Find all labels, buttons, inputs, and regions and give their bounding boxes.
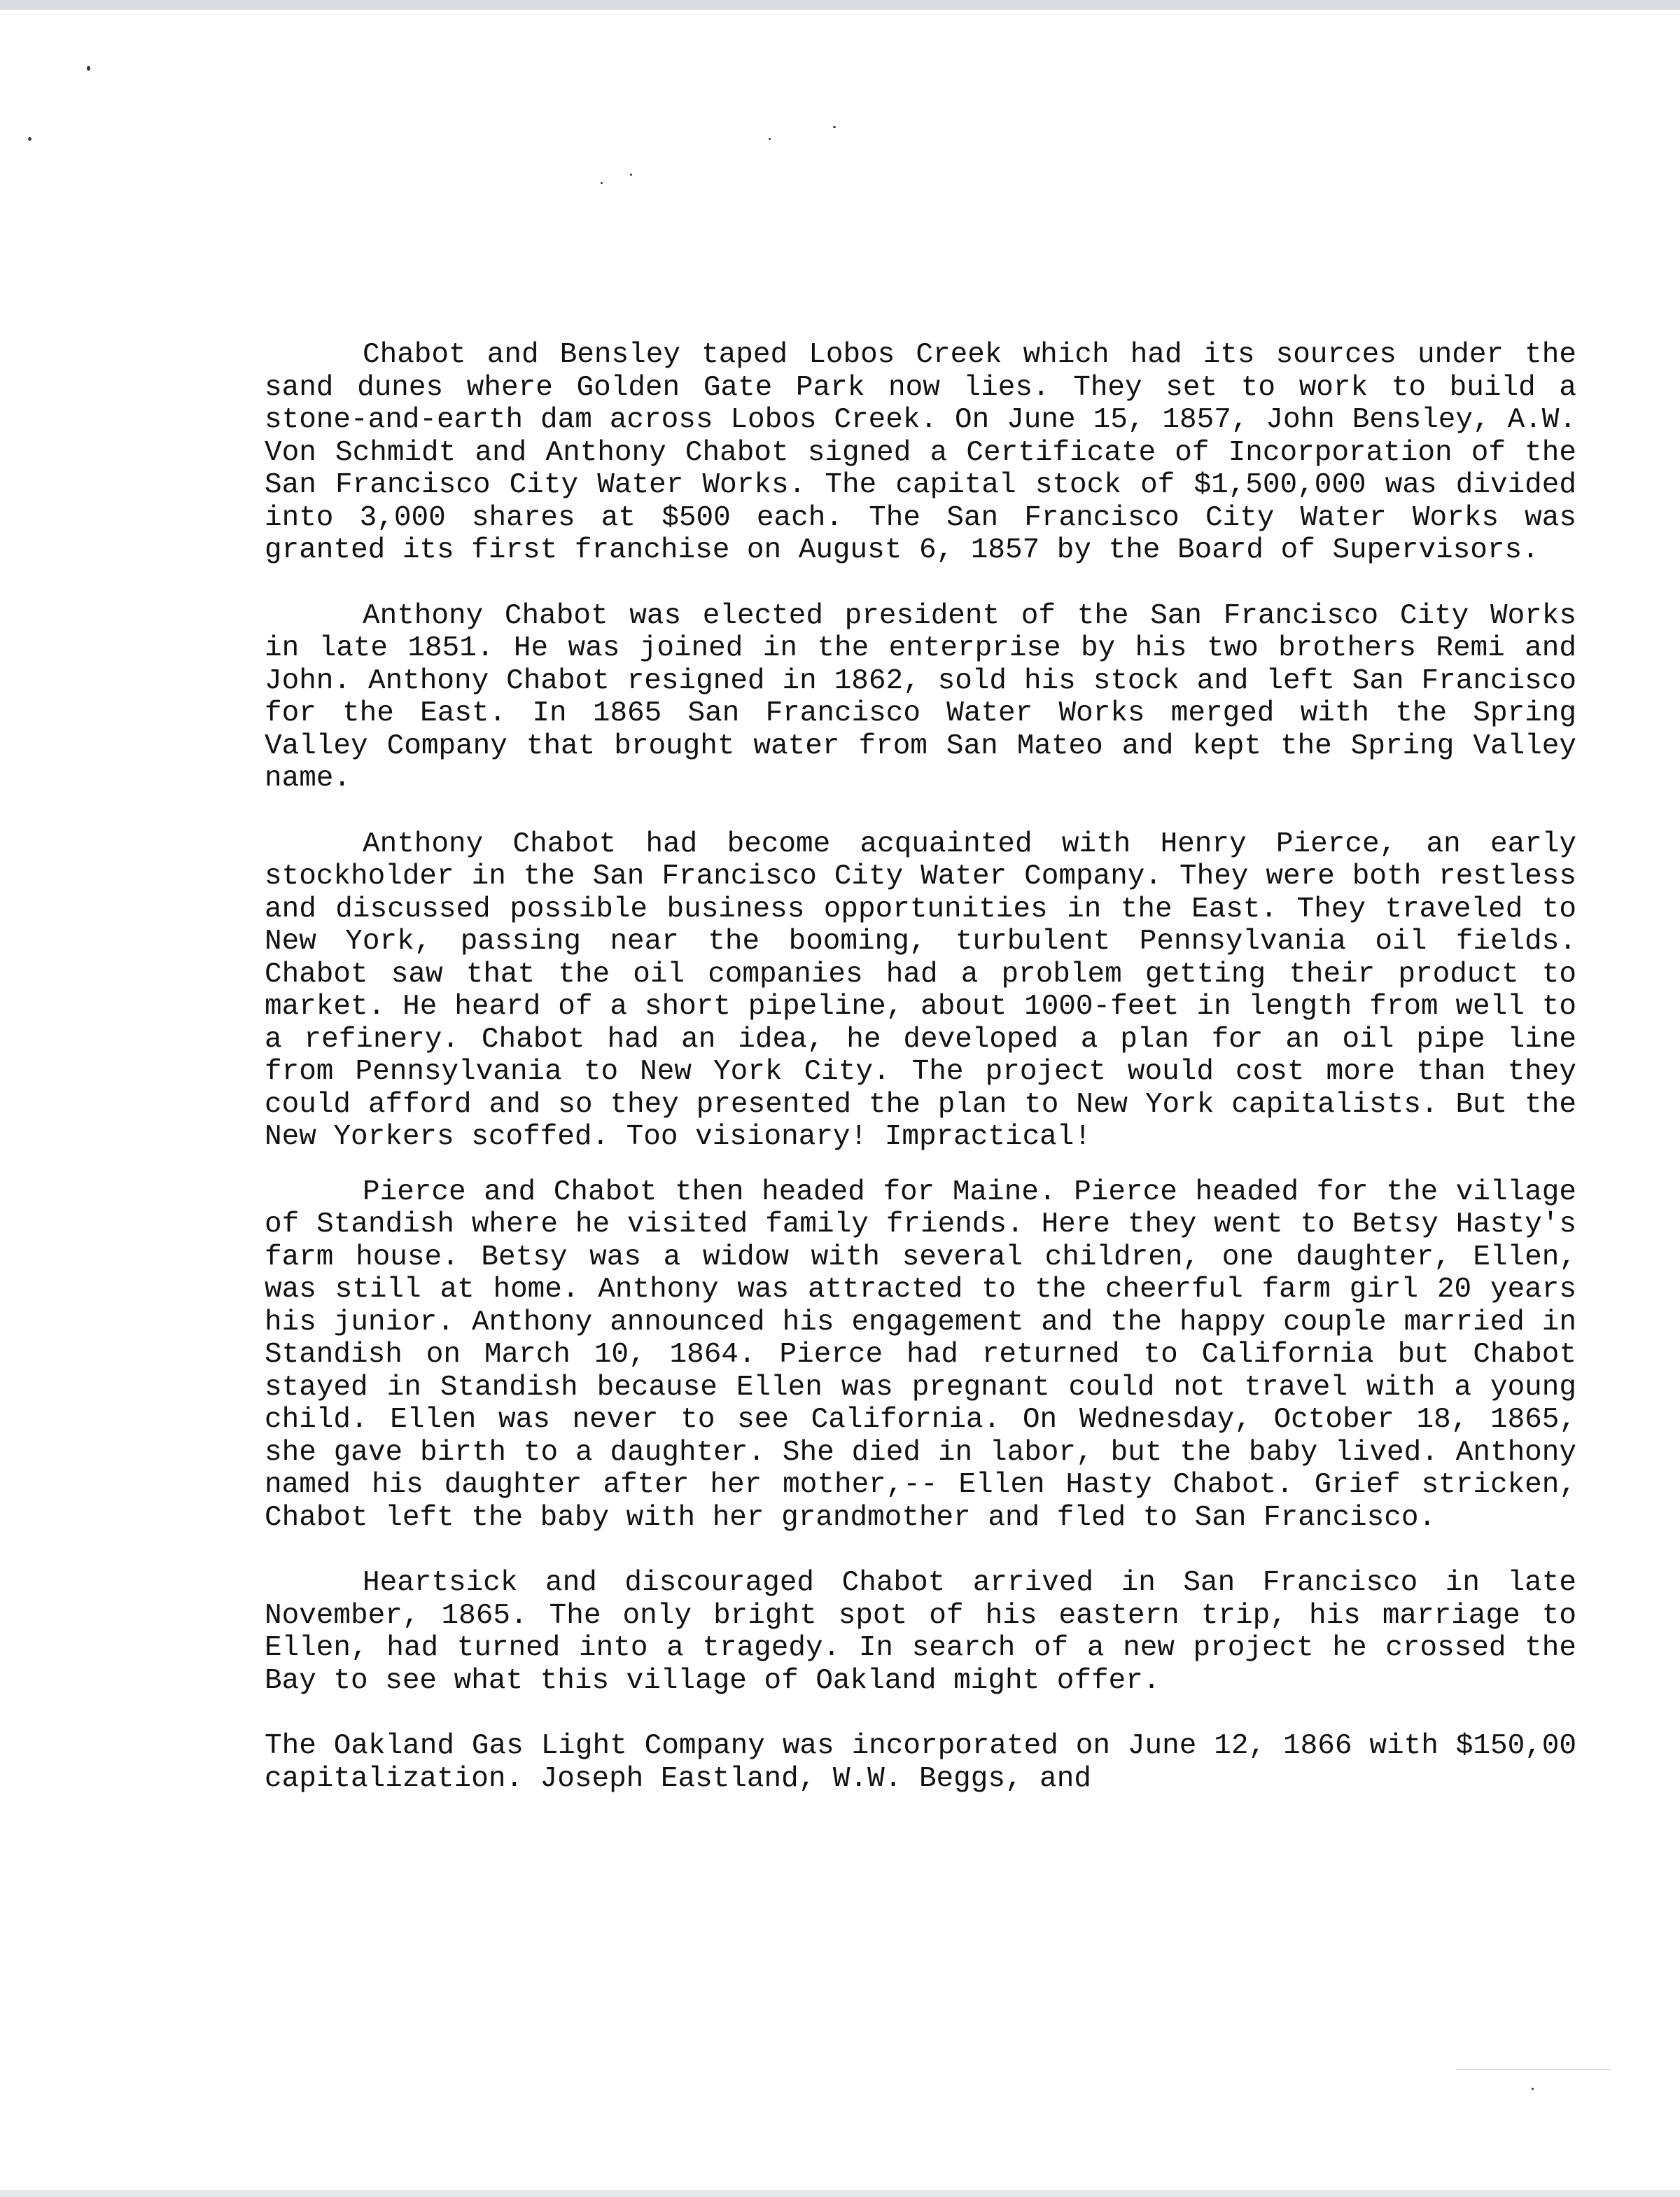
scan-speck xyxy=(87,66,90,71)
paragraph-heartsick: Heartsick and discouraged Chabot arrived in San Francisco in late November, 1865. The only bright spot of his eastern trip, his marriage to Ellen, had turned into a tragedy. In search of a new project he crossed the Bay to see what this village of Oakland might offer. xyxy=(265,1567,1576,1697)
paragraph-chabot-president: Anthony Chabot was elected president of the San Francisco City Works in late 1851. He was joined in the enterprise by his two brothers Remi and John. Anthony Chabot resigned in 1862, sold his stock and left San Francisco for the East. In 1865 San Francisco Water Works merged with the Spring Valley Company that brought water from San Mateo and kept the Spring Valley name. xyxy=(265,599,1576,795)
scan-speck xyxy=(601,182,603,184)
scan-speck xyxy=(630,174,632,176)
paragraph-oakland-gas: The Oakland Gas Light Company was incorporated on June 12, 1866 with $150,00 capitalization. Joseph Eastland, W.W. Beggs, and xyxy=(265,1730,1576,1795)
paragraph-henry-pierce: Anthony Chabot had become acquainted with Henry Pierce, an early stockholder in the San Francisco City Water Company. They were both restless and discussed possible business opportunities in the East. They traveled to New York, passing near the booming, turbulent Pennsylvania oil fields. Chabot saw that the oil companies had a problem getting their product to market. He heard of a short pipeline, about 1000-feet in length from well to a refinery. Chabot had an idea, he developed a plan for an oil pipe line from Pennsylvania to New York City. The project would cost more than they could afford and so they presented the plan to New York capitalists. But the New Yorkers scoffed. Too visionary! Impractical! xyxy=(265,828,1576,1153)
scan-speck xyxy=(1532,2088,1534,2090)
scan-speck xyxy=(833,126,836,128)
paragraph-water-works: Chabot and Bensley taped Lobos Creek which had its sources under the sand dunes where Golden Gate Park now lies. They set to work to build a stone-and-earth dam across Lobos Creek. On June 15, 1857, John Bensley, A.W. Von Schmidt and Anthony Chabot signed a Certificate of Incorporation of the San Francisco City Water Works. The capital stock of $1,500,000 was divided into 3,000 shares at $500 each. The San Francisco City Water Works was granted its first franchise on August 6, 1857 by the Board of Supervisors. xyxy=(265,339,1576,566)
scan-speck xyxy=(28,137,31,141)
paragraph-maine: Pierce and Chabot then headed for Maine. Pierce headed for the village of Standish where he visited family friends. Here they went to Betsy Hasty's farm house. Betsy was a widow with several children, one daughter, Ellen, was still at home. Anthony was attracted to the cheerful farm girl 20 years his junior. Anthony announced his engagement and the happy couple married in Standish on March 10, 1864. Pierce had returned to California but Chabot stayed in Standish because Ellen was pregnant could not travel with a young child. Ellen was never to see California. On Wednesday, October 18, 1865, she gave birth to a daughter. She died in labor, but the baby lived. Anthony named his daughter after her mother,-- Ellen Hasty Chabot. Grief stricken, Chabot left the baby with her grandmother and fled to San Francisco. xyxy=(265,1176,1576,1534)
document-body xyxy=(265,339,1576,1795)
scan-bottom-edge xyxy=(0,2190,1680,2197)
scan-speck xyxy=(769,138,771,140)
scan-mark-line xyxy=(1456,2069,1610,2070)
scan-top-edge xyxy=(0,0,1680,10)
